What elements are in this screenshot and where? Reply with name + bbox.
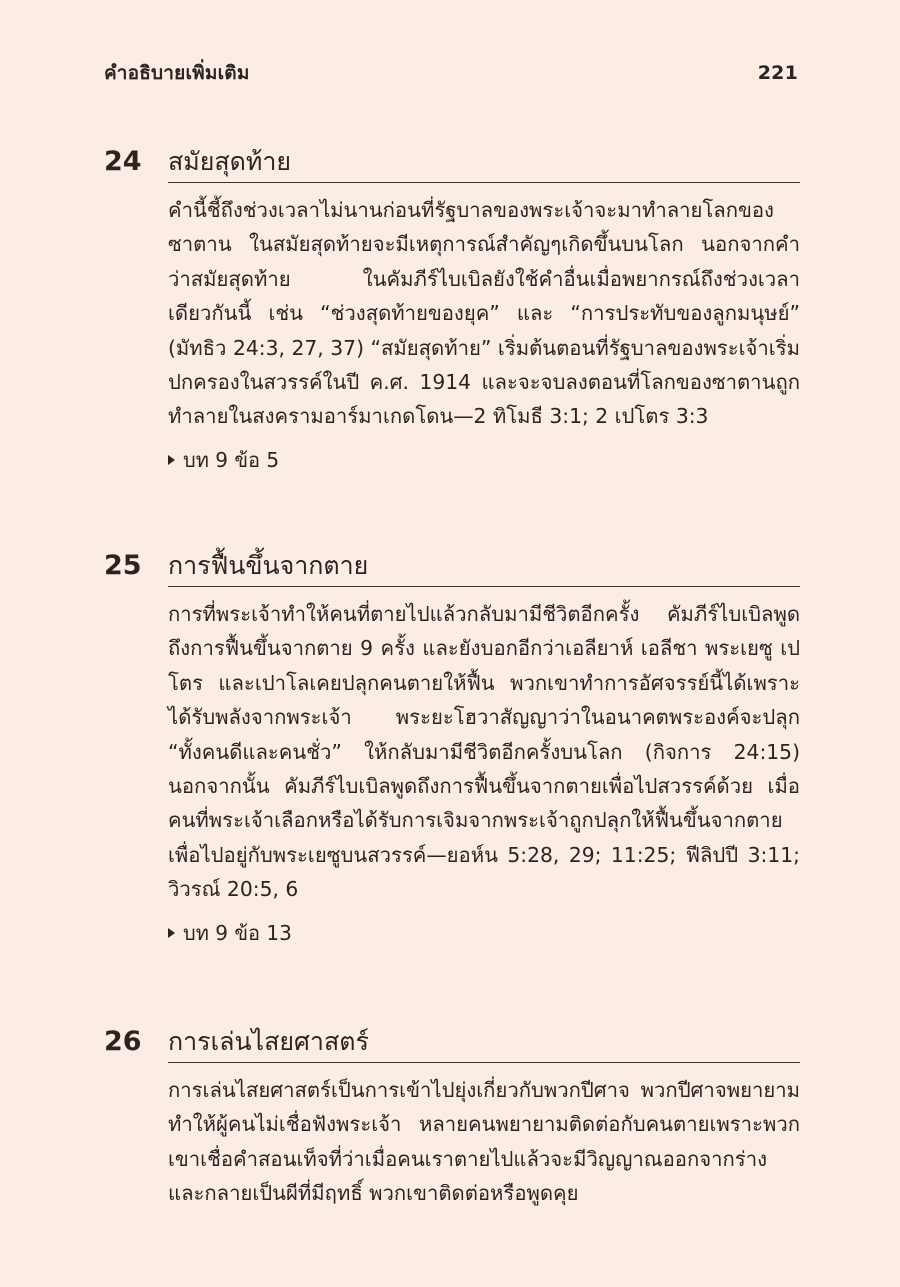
cross-reference-label: บท 9 ข้อ 5 bbox=[183, 447, 280, 472]
entry-24 bbox=[104, 142, 800, 476]
arrow-right-icon bbox=[168, 928, 175, 938]
entry-26 bbox=[104, 1022, 800, 1211]
arrow-right-icon bbox=[168, 455, 175, 465]
entry-body: คำนี้ชี้ถึงช่วงเวลาไม่นานก่อนที่รัฐบาลของพระเจ้าจะมาทำลายโลกของซาตาน ในสมัยสุดท้ายจะมีเหตุการณ์สำคัญๆเกิดขึ้นบนโลก นอกจากคำว่าสมัยสุดท้าย ในคัมภีร์ไบเบิลยังใช้คำอื่นเมื่อพยากรณ์ถึงช่วงเวลาเดียวกันนี้ เช่น “ช่วงสุดท้ายของยุค” และ “การประทับของลูกมนุษย์” (มัทธิว 24:3, 27, 37) “สมัยสุดท้าย” เริ่มต้นตอนที่รัฐบาลของพระเจ้าเริ่มปกครองในสวรรค์ในปี ค.ศ. 1914 และจะจบลงตอนที่โลกของซาตานถูกทำลายในสงครามอาร์มาเกดโดน—2 ทิโมธี 3:1; 2 เปโตร 3:3 bbox=[168, 198, 800, 429]
cross-reference-label: บท 9 ข้อ 13 bbox=[183, 920, 292, 945]
entry-number: 25 bbox=[104, 550, 142, 581]
entry-25 bbox=[104, 546, 800, 949]
title-rule bbox=[168, 1062, 800, 1063]
entry-body: การเล่นไสยศาสตร์เป็นการเข้าไปยุ่งเกี่ยวกับพวกปีศาจ พวกปีศาจพยายามทำให้ผู้คนไม่เชื่อฟังพระเจ้า หลายคนพยายามติดต่อกับคนตายเพราะพวกเขาเชื่อคำสอนเท็จที่ว่าเมื่อคนเราตายไปแล้วจะมีวิญญาณออกจากร่างและกลายเป็นผีที่มีฤทธิ์ พวกเขาติดต่อหรือพูดคุย bbox=[168, 1078, 800, 1206]
page-number: 221 bbox=[757, 62, 798, 84]
cross-reference[interactable] bbox=[168, 917, 800, 949]
entry-title: สมัยสุดท้าย bbox=[168, 147, 292, 176]
entry-body: การที่พระเจ้าทำให้คนที่ตายไปแล้วกลับมามีชีวิตอีกครั้ง คัมภีร์ไบเบิลพูดถึงการฟื้นขึ้นจากตาย 9 ครั้ง และยังบอกอีกว่าเอลียาห์ เอลีชา พระเยซู เปโตร และเปาโลเคยปลุกคนตายให้ฟื้น พวกเขาทำการอัศจรรย์นี้ได้เพราะได้รับพลังจากพระเจ้า พระยะโฮวาสัญญาว่าในอนาคตพระองค์จะปลุก “ทั้งคนดีและคนชั่ว” ให้กลับมามีชีวิตอีกครั้งบนโลก (กิจการ 24:15) นอกจากนั้น คัมภีร์ไบเบิลพูดถึงการฟื้นขึ้นจากตายเพื่อไปสวรรค์ด้วย เมื่อคนที่พระเจ้าเลือกหรือได้รับการเจิมจากพระเจ้าถูกปลุกให้ฟื้นขึ้นจากตายเพื่อไปอยู่กับพระเยซูบนสวรรค์—ยอห์น 5:28, 29; 11:25; ฟีลิปปี 3:11; วิวรณ์ 20:5, 6 bbox=[168, 602, 800, 902]
cross-reference[interactable] bbox=[168, 444, 800, 476]
section-title: คำอธิบายเพิ่มเติม bbox=[104, 62, 250, 84]
title-rule bbox=[168, 586, 800, 587]
entry-number: 24 bbox=[104, 146, 142, 177]
entry-number: 26 bbox=[104, 1026, 142, 1057]
running-head bbox=[104, 58, 798, 88]
entry-title: การเล่นไสยศาสตร์ bbox=[168, 1027, 369, 1056]
title-rule bbox=[168, 182, 800, 183]
entry-title: การฟื้นขึ้นจากตาย bbox=[168, 551, 369, 580]
